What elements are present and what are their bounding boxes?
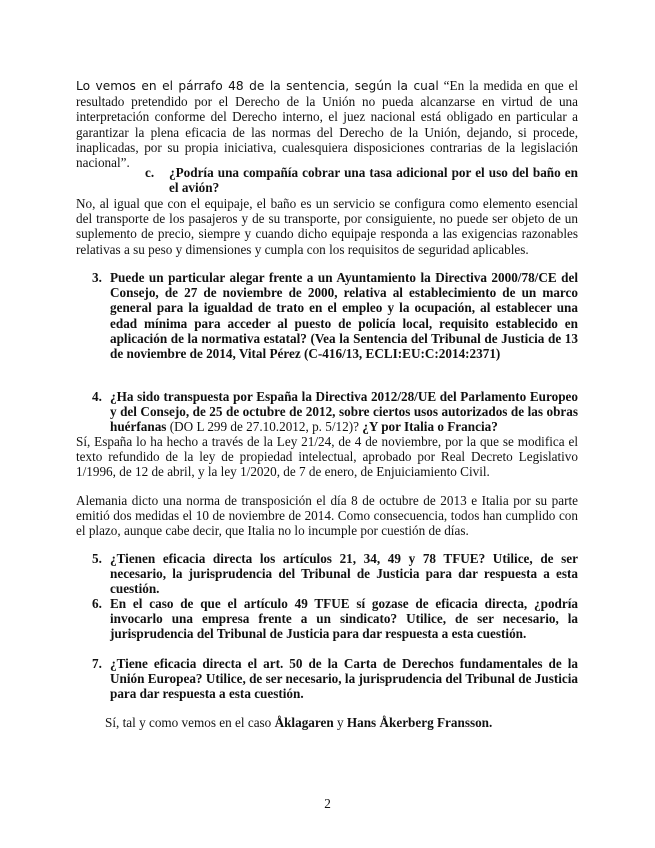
- question-5-number: 5.: [92, 551, 102, 566]
- intro-quote: “En la medida en que el resultado pretendido por el Derecho de la Unión no pueda alcanzarse en virtud de una interpretación conforme del Derecho interno, el juez nacional está obligado en particular a garantizar la plena eficacia de las normas del Derecho de la Unión, dejando, si procede, inaplicadas, por su propia iniciativa, cualesquiera disposiciones contrarias de la legislación nacional”.: [76, 78, 578, 171]
- question-4-reference: (DO L 299 de 27.10.2012, p. 5/12)?: [166, 419, 363, 435]
- subquestion-c-answer: No, al igual que con el equipaje, el baño es un servicio se configura como elemento esencial del transporte de los pasajeros y de su transporte, por consiguiente, no puede ser objeto de un suplemento de precio, siempre y cuando dicho equipaje responda a las exigencias razonables relativas a su peso y dimensiones y cumpla con los requisitos de seguridad aplicables.: [76, 196, 578, 257]
- question-4-bold: ¿Ha sido transpuesta por España la Directiva 2012/28/UE del Parlamento Europeo y del Consejo, de 25 de octubre de 2012, sobre ciertos usos autorizados de las obras huérfanas: [110, 389, 578, 435]
- question-4-answer-2: Alemania dicto una norma de transposición el día 8 de octubre de 2013 e Italia por su parte emitió dos medidas el 10 de noviembre de 2014. Como consecuencia, todos han cumplido con el plazo, aunque cabe decir, que Italia no lo incumple por cuestión de días.: [76, 493, 578, 539]
- question-7-number: 7.: [92, 656, 102, 671]
- question-4-answer-1: Sí, España lo ha hecho a través de la Ley 21/24, de 4 de noviembre, por la que se modifica el texto refundido de la ley de propiedad intelectual, aprobado por Real Decreto Legislativo 1/1996, de 12 de abril, y la ley 1/2020, de 7 de enero, de Enjuiciamiento Civil.: [76, 434, 578, 480]
- question-4-text: [110, 389, 578, 435]
- question-6-number: 6.: [92, 596, 102, 611]
- question-3-text: Puede un particular alegar frente a un Ayuntamiento la Directiva 2000/78/CE del Consejo, de 27 de noviembre de 2000, relativa al establecimiento de un marco general para la igualdad de trato en el empleo y la ocupación, al establecer una edad mínima para acceder al puesto de policía local, requisito establecido en aplicación de la normativa estatal? (Vea la Sentencia del Tribunal de Justicia de 13 de noviembre de 2014, Vital Pérez (C-416/13, ECLI:EU:C:2014:2371): [110, 270, 578, 362]
- question-4-number: 4.: [92, 389, 102, 404]
- question-4-tail: ¿Y por Italia o Francia?: [362, 419, 498, 435]
- question-7-answer: [105, 715, 578, 730]
- subquestion-c-text: ¿Podría una compañía cobrar una tasa adicional por el uso del baño en el avión?: [169, 165, 578, 196]
- case-name-aklagaren: Åklagaren: [274, 715, 334, 730]
- question-5-text: ¿Tienen eficacia directa los artículos 21, 34, 49 y 78 TFUE? Utilice, de ser necesario, la jurisprudencia del Tribunal de Justicia para dar respuesta a esta cuestión.: [110, 551, 578, 597]
- case-name-fransson: Hans Åkerberg Fransson.: [346, 715, 493, 730]
- question-3-number: 3.: [92, 270, 102, 285]
- page-number: 2: [324, 796, 331, 811]
- intro-paragraph: [76, 78, 578, 170]
- subquestion-c-letter: c.: [145, 165, 155, 180]
- question-7-answer-pre: Sí, tal y como vemos en el caso: [105, 715, 275, 730]
- question-6-text: En el caso de que el artículo 49 TFUE sí gozase de eficacia directa, ¿podría invocarlo una empresa frente a un sindicato? Utilice, de ser necesario, la jurisprudencia del Tribunal de Justicia para dar respuesta a esta cuestión.: [110, 596, 578, 642]
- intro-lead: Lo vemos en el párrafo 48 de la sentencia, según la cual: [76, 79, 439, 93]
- question-7-text: ¿Tiene eficacia directa el art. 50 de la Carta de Derechos fundamentales de la Unión Europea? Utilice, de ser necesario, la jurisprudencia del Tribunal de Justicia para dar respuesta a esta cuestión.: [110, 656, 578, 702]
- question-7-answer-mid: y: [333, 715, 347, 730]
